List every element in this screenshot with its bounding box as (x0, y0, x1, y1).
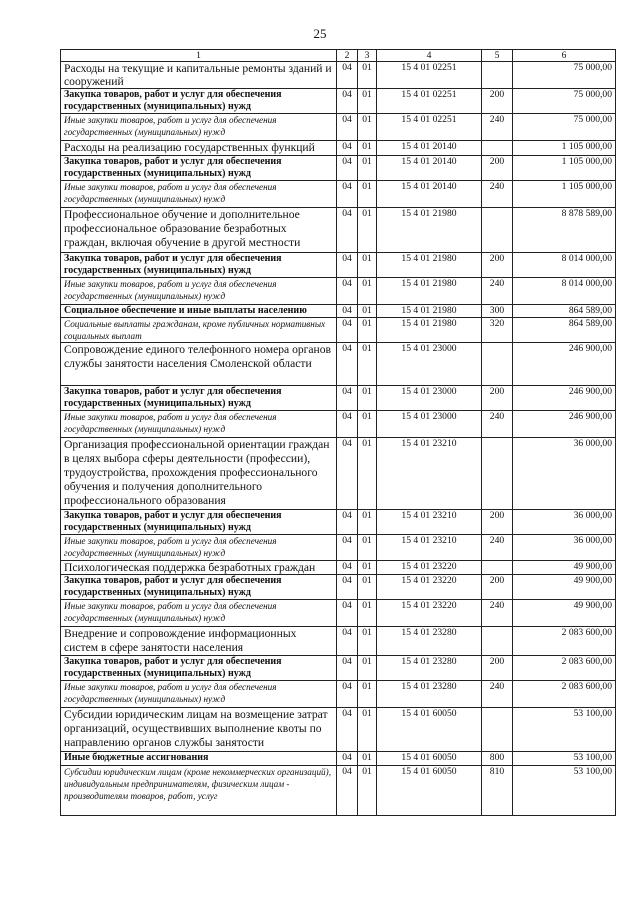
amount-cell: 246 900,00 (513, 411, 616, 438)
section-code-cell: 04 (337, 207, 358, 252)
target-article-cell: 15 4 01 23210 (377, 535, 482, 561)
table-row (61, 765, 616, 815)
table-row (61, 438, 616, 510)
row-name-cell: Расходы на текущие и капитальные ремонты зданий и сооружений (61, 62, 337, 89)
table-row (61, 343, 616, 386)
header-cell: 5 (482, 50, 513, 62)
target-article-cell: 15 4 01 21980 (377, 304, 482, 318)
section-code-cell: 04 (337, 600, 358, 627)
section-code-cell: 04 (337, 575, 358, 600)
section-code-cell: 04 (337, 252, 358, 277)
section-code-cell: 04 (337, 535, 358, 561)
expense-type-cell (482, 561, 513, 575)
expense-type-cell (482, 141, 513, 155)
table-row (61, 155, 616, 180)
section-code-cell: 04 (337, 656, 358, 681)
section-code-cell: 04 (337, 277, 358, 304)
row-name-cell: Закупка товаров, работ и услуг для обеспечения государственных (муниципальных) нужд (61, 656, 337, 681)
target-article-cell: 15 4 01 20140 (377, 155, 482, 180)
row-name-cell: Иные закупки товаров, работ и услуг для обеспечения государственных (муниципальных) нужд (61, 180, 337, 207)
target-article-cell: 15 4 01 02251 (377, 89, 482, 114)
table-row (61, 561, 616, 575)
table-row (61, 411, 616, 438)
table-row (61, 627, 616, 656)
target-article-cell: 15 4 01 23000 (377, 411, 482, 438)
subsection-code-cell: 01 (358, 62, 377, 89)
subsection-code-cell: 01 (358, 561, 377, 575)
section-code-cell: 04 (337, 304, 358, 318)
subsection-code-cell: 01 (358, 318, 377, 343)
amount-cell: 1 105 000,00 (513, 155, 616, 180)
subsection-code-cell: 01 (358, 600, 377, 627)
section-code-cell: 04 (337, 765, 358, 815)
amount-cell: 246 900,00 (513, 386, 616, 411)
page-number: 25 (313, 26, 327, 41)
subsection-code-cell: 01 (358, 155, 377, 180)
row-name-cell: Социальные выплаты гражданам, кроме публичных нормативных социальных выплат (61, 318, 337, 343)
expense-type-cell: 240 (482, 600, 513, 627)
expense-type-cell: 200 (482, 155, 513, 180)
expense-type-cell: 200 (482, 575, 513, 600)
section-code-cell: 04 (337, 752, 358, 766)
expense-type-cell: 300 (482, 304, 513, 318)
expense-type-cell: 200 (482, 89, 513, 114)
row-name-cell: Сопровождение единого телефонного номера органов службы занятости населения Смоленской области (61, 343, 337, 386)
amount-cell: 49 900,00 (513, 600, 616, 627)
header-cell: 2 (337, 50, 358, 62)
table-row (61, 141, 616, 155)
row-name-cell: Психологическая поддержка безработных граждан (61, 561, 337, 575)
amount-cell: 864 589,00 (513, 318, 616, 343)
row-name-cell: Субсидии юридическим лицам на возмещение затрат организаций, осуществивших выполнение квоты по направлению органов службы занятости (61, 708, 337, 752)
expense-type-cell (482, 343, 513, 386)
row-name-cell: Субсидии юридическим лицам (кроме некоммерческих организаций), индивидуальным предпринимателям, физическим лицам - производителям товаров, работ, услуг (61, 765, 337, 815)
expense-type-cell (482, 438, 513, 510)
budget-table (60, 49, 616, 816)
expense-type-cell: 240 (482, 535, 513, 561)
subsection-code-cell: 01 (358, 627, 377, 656)
row-name-cell: Профессиональное обучение и дополнительное профессиональное образование безработных граждан, включая обучение в другой местности (61, 207, 337, 252)
row-name-cell: Иные закупки товаров, работ и услуг для обеспечения государственных (муниципальных) нужд (61, 411, 337, 438)
subsection-code-cell: 01 (358, 141, 377, 155)
target-article-cell: 15 4 01 21980 (377, 207, 482, 252)
expense-type-cell: 240 (482, 411, 513, 438)
section-code-cell: 04 (337, 438, 358, 510)
amount-cell: 36 000,00 (513, 438, 616, 510)
table-row (61, 600, 616, 627)
subsection-code-cell: 01 (358, 752, 377, 766)
amount-cell: 36 000,00 (513, 535, 616, 561)
section-code-cell: 04 (337, 627, 358, 656)
target-article-cell: 15 4 01 60050 (377, 765, 482, 815)
target-article-cell: 15 4 01 02251 (377, 114, 482, 141)
target-article-cell: 15 4 01 20140 (377, 141, 482, 155)
row-name-cell: Закупка товаров, работ и услуг для обеспечения государственных (муниципальных) нужд (61, 510, 337, 535)
section-code-cell: 04 (337, 681, 358, 708)
row-name-cell: Закупка товаров, работ и услуг для обеспечения государственных (муниципальных) нужд (61, 386, 337, 411)
table-row (61, 656, 616, 681)
amount-cell: 2 083 600,00 (513, 656, 616, 681)
expense-type-cell: 800 (482, 752, 513, 766)
header-cell: 6 (513, 50, 616, 62)
table-row (61, 180, 616, 207)
expense-type-cell: 200 (482, 656, 513, 681)
target-article-cell: 15 4 01 23280 (377, 656, 482, 681)
row-name-cell: Закупка товаров, работ и услуг для обеспечения государственных (муниципальных) нужд (61, 89, 337, 114)
section-code-cell: 04 (337, 62, 358, 89)
table-row (61, 575, 616, 600)
table-header-row (61, 50, 616, 62)
amount-cell: 53 100,00 (513, 752, 616, 766)
amount-cell: 53 100,00 (513, 765, 616, 815)
expense-type-cell (482, 62, 513, 89)
target-article-cell: 15 4 01 23210 (377, 510, 482, 535)
subsection-code-cell: 01 (358, 411, 377, 438)
row-name-cell: Иные бюджетные ассигнования (61, 752, 337, 766)
target-article-cell: 15 4 01 23280 (377, 681, 482, 708)
section-code-cell: 04 (337, 561, 358, 575)
table-row (61, 62, 616, 89)
amount-cell: 8 014 000,00 (513, 277, 616, 304)
target-article-cell: 15 4 01 60050 (377, 708, 482, 752)
section-code-cell: 04 (337, 114, 358, 141)
subsection-code-cell: 01 (358, 575, 377, 600)
amount-cell: 36 000,00 (513, 510, 616, 535)
section-code-cell: 04 (337, 386, 358, 411)
section-code-cell: 04 (337, 510, 358, 535)
table-row (61, 252, 616, 277)
table-row (61, 304, 616, 318)
section-code-cell: 04 (337, 141, 358, 155)
row-name-cell: Социальное обеспечение и иные выплаты населению (61, 304, 337, 318)
subsection-code-cell: 01 (358, 681, 377, 708)
section-code-cell: 04 (337, 155, 358, 180)
target-article-cell: 15 4 01 23220 (377, 600, 482, 627)
amount-cell: 49 900,00 (513, 561, 616, 575)
subsection-code-cell: 01 (358, 180, 377, 207)
header-cell: 1 (61, 50, 337, 62)
row-name-cell: Внедрение и сопровождение информационных систем в сфере занятости населения (61, 627, 337, 656)
row-name-cell: Иные закупки товаров, работ и услуг для обеспечения государственных (муниципальных) нужд (61, 600, 337, 627)
row-name-cell: Иные закупки товаров, работ и услуг для обеспечения государственных (муниципальных) нужд (61, 681, 337, 708)
subsection-code-cell: 01 (358, 89, 377, 114)
amount-cell: 53 100,00 (513, 708, 616, 752)
table-row (61, 752, 616, 766)
subsection-code-cell: 01 (358, 114, 377, 141)
table-row (61, 510, 616, 535)
subsection-code-cell: 01 (358, 386, 377, 411)
amount-cell: 8 014 000,00 (513, 252, 616, 277)
expense-type-cell (482, 708, 513, 752)
amount-cell: 2 083 600,00 (513, 681, 616, 708)
header-cell: 4 (377, 50, 482, 62)
amount-cell: 75 000,00 (513, 114, 616, 141)
amount-cell: 864 589,00 (513, 304, 616, 318)
row-name-cell: Иные закупки товаров, работ и услуг для обеспечения государственных (муниципальных) нужд (61, 114, 337, 141)
expense-type-cell: 240 (482, 277, 513, 304)
expense-type-cell: 240 (482, 681, 513, 708)
expense-type-cell: 240 (482, 114, 513, 141)
subsection-code-cell: 01 (358, 343, 377, 386)
target-article-cell: 15 4 01 60050 (377, 752, 482, 766)
amount-cell: 49 900,00 (513, 575, 616, 600)
subsection-code-cell: 01 (358, 535, 377, 561)
amount-cell: 75 000,00 (513, 62, 616, 89)
expense-type-cell: 200 (482, 386, 513, 411)
row-name-cell: Закупка товаров, работ и услуг для обеспечения государственных (муниципальных) нужд (61, 252, 337, 277)
subsection-code-cell: 01 (358, 765, 377, 815)
table-row (61, 89, 616, 114)
amount-cell: 2 083 600,00 (513, 627, 616, 656)
table-row (61, 114, 616, 141)
subsection-code-cell: 01 (358, 510, 377, 535)
amount-cell: 1 105 000,00 (513, 141, 616, 155)
section-code-cell: 04 (337, 343, 358, 386)
target-article-cell: 15 4 01 23000 (377, 343, 482, 386)
subsection-code-cell: 01 (358, 438, 377, 510)
table-row (61, 207, 616, 252)
row-name-cell: Закупка товаров, работ и услуг для обеспечения государственных (муниципальных) нужд (61, 155, 337, 180)
target-article-cell: 15 4 01 20140 (377, 180, 482, 207)
expense-type-cell: 200 (482, 510, 513, 535)
target-article-cell: 15 4 01 23220 (377, 561, 482, 575)
target-article-cell: 15 4 01 23000 (377, 386, 482, 411)
subsection-code-cell: 01 (358, 252, 377, 277)
section-code-cell: 04 (337, 411, 358, 438)
subsection-code-cell: 01 (358, 304, 377, 318)
expense-type-cell (482, 207, 513, 252)
subsection-code-cell: 01 (358, 277, 377, 304)
expense-type-cell: 200 (482, 252, 513, 277)
target-article-cell: 15 4 01 23220 (377, 575, 482, 600)
table-row (61, 277, 616, 304)
subsection-code-cell: 01 (358, 656, 377, 681)
amount-cell: 1 105 000,00 (513, 180, 616, 207)
expense-type-cell: 320 (482, 318, 513, 343)
row-name-cell: Организация профессиональной ориентации граждан в целях выбора сферы деятельности (профессии), трудоустройства, прохождения профессионального обучения и получения дополнительного профессионального образования (61, 438, 337, 510)
section-code-cell: 04 (337, 180, 358, 207)
expense-type-cell (482, 627, 513, 656)
table-row (61, 708, 616, 752)
target-article-cell: 15 4 01 21980 (377, 318, 482, 343)
header-cell: 3 (358, 50, 377, 62)
row-name-cell: Иные закупки товаров, работ и услуг для обеспечения государственных (муниципальных) нужд (61, 277, 337, 304)
expense-type-cell: 240 (482, 180, 513, 207)
subsection-code-cell: 01 (358, 207, 377, 252)
table-row (61, 681, 616, 708)
expense-type-cell: 810 (482, 765, 513, 815)
target-article-cell: 15 4 01 02251 (377, 62, 482, 89)
row-name-cell: Иные закупки товаров, работ и услуг для обеспечения государственных (муниципальных) нужд (61, 535, 337, 561)
table-row (61, 318, 616, 343)
amount-cell: 75 000,00 (513, 89, 616, 114)
table-row (61, 386, 616, 411)
target-article-cell: 15 4 01 23210 (377, 438, 482, 510)
table-row (61, 535, 616, 561)
section-code-cell: 04 (337, 318, 358, 343)
section-code-cell: 04 (337, 708, 358, 752)
section-code-cell: 04 (337, 89, 358, 114)
target-article-cell: 15 4 01 21980 (377, 252, 482, 277)
target-article-cell: 15 4 01 21980 (377, 277, 482, 304)
amount-cell: 246 900,00 (513, 343, 616, 386)
subsection-code-cell: 01 (358, 708, 377, 752)
row-name-cell: Закупка товаров, работ и услуг для обеспечения государственных (муниципальных) нужд (61, 575, 337, 600)
amount-cell: 8 878 589,00 (513, 207, 616, 252)
row-name-cell: Расходы на реализацию государственных функций (61, 141, 337, 155)
target-article-cell: 15 4 01 23280 (377, 627, 482, 656)
